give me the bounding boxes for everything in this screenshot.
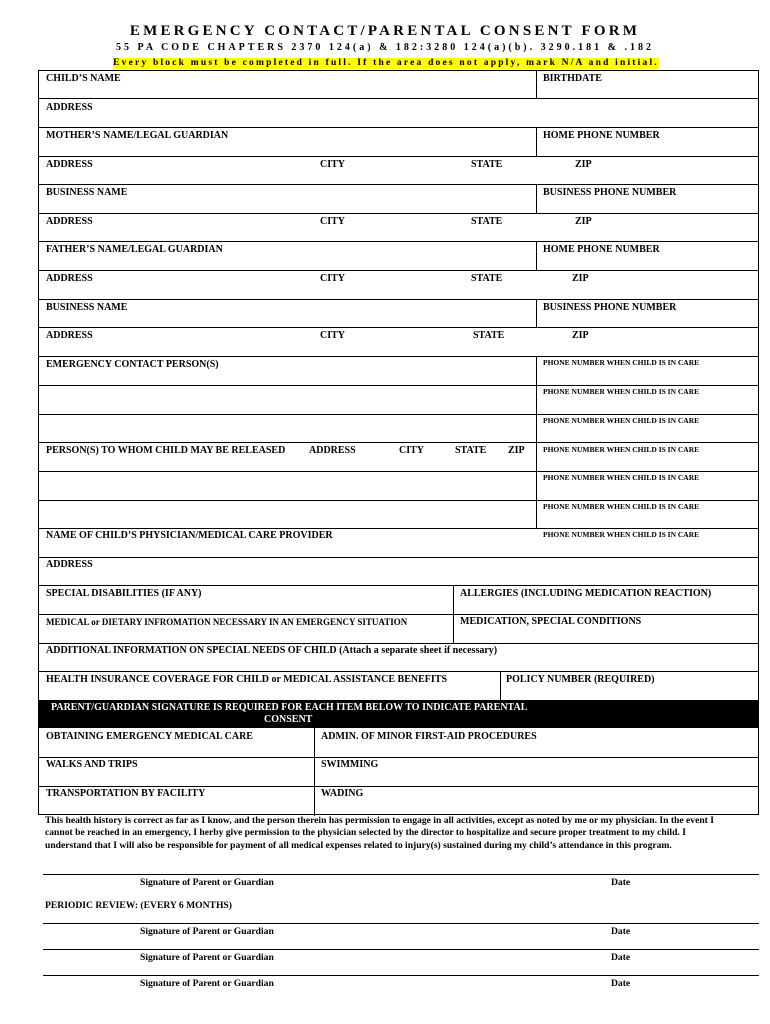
physician-label: NAME OF CHILD’S PHYSICIAN/MEDICAL CARE PROVIDER [46,530,333,541]
signature-line-2[interactable] [43,923,759,924]
mother-home-phone-label: HOME PHONE NUMBER [543,130,660,141]
released-phone-label-2: PHONE NUMBER WHEN CHILD IS IN CARE [543,473,700,482]
birthdate-label: BIRTHDATE [543,73,602,84]
consent-banner [39,700,758,728]
father-city-label: CITY [320,273,346,284]
mother-business-state-label: STATE [471,216,503,227]
mother-business-zip-label: ZIP [575,216,592,227]
health-insurance-label: HEALTH INSURANCE COVERAGE FOR CHILD or MEDICAL ASSISTANCE BENEFITS [46,674,448,685]
medication-label: MEDICATION, SPECIAL CONDITIONS [460,616,642,627]
physician-address-label: ADDRESS [46,559,93,570]
wading-label: WADING [321,788,364,799]
transportation-label: TRANSPORTATION BY FACILITY [46,788,206,799]
mother-state-label: STATE [471,159,503,170]
emergency-contact-label: EMERGENCY CONTACT PERSON(S) [46,359,219,370]
additional-info-label: ADDITIONAL INFORMATION ON SPECIAL NEEDS OF CHILD (Attach a separate sheet if necessary) [46,645,498,656]
released-phone-label-3: PHONE NUMBER WHEN CHILD IS IN CARE [543,502,700,511]
mother-business-city-label: CITY [320,216,346,227]
consent-banner-line2: CONSENT [264,714,313,725]
signature-line-3[interactable] [43,949,759,950]
mother-business-name-label: BUSINESS NAME [46,187,128,198]
emergency-phone-label-1: PHONE NUMBER WHEN CHILD IS IN CARE [543,358,700,367]
mother-business-phone-label: BUSINESS PHONE NUMBER [543,187,677,198]
date-label-1: Date [611,877,631,888]
signature-line-4[interactable] [43,975,759,976]
emergency-care-label: OBTAINING EMERGENCY MEDICAL CARE [46,731,253,742]
first-aid-label: ADMIN. OF MINOR FIRST-AID PROCEDURES [321,731,537,742]
mother-name-label: MOTHER’S NAME/LEGAL GUARDIAN [46,130,229,141]
mother-address-label: ADDRESS [46,159,93,170]
father-name-label: FATHER’S NAME/LEGAL GUARDIAN [46,244,223,255]
signature-label-1: Signature of Parent or Guardian [140,877,274,888]
child-address-label: ADDRESS [46,102,93,113]
form-title: EMERGENCY CONTACT/PARENTAL CONSENT FORM [129,23,641,39]
mother-zip-label: ZIP [575,159,592,170]
father-home-phone-label: HOME PHONE NUMBER [543,244,660,255]
father-business-name-label: BUSINESS NAME [46,302,128,313]
signature-label-2: Signature of Parent or Guardian [140,926,274,937]
mother-city-label: CITY [320,159,346,170]
regulation-subtitle: 55 PA CODE CHAPTERS 2370 124(a) & 182:3280 124(a)(b). 3290.181 & .182 [116,42,654,53]
father-state-label: STATE [471,273,503,284]
father-address-label: ADDRESS [46,273,93,284]
policy-number-label: POLICY NUMBER (REQUIRED) [506,674,655,685]
health-history-statement: This health history is correct as far as I know, and the person therein has permission to engage in all activities, except as noted by me or my physician. In the event I cannot be reached in an emergency, I herby give permission to the physician selected by the director to hospitalize and secure proper treatment to my child. I understand that I will also be responsible for payment of all medical expenses related to injury(s) sustained during my child’s attendance in this program. [45,815,714,851]
signature-label-3: Signature of Parent or Guardian [140,952,274,963]
released-to-label: PERSON(S) TO WHOM CHILD MAY BE RELEASED [46,445,286,456]
signature-line-1[interactable] [43,874,759,875]
released-state-label: STATE [455,445,487,456]
father-business-state-label: STATE [473,330,505,341]
father-business-address-label: ADDRESS [46,330,93,341]
father-business-phone-label: BUSINESS PHONE NUMBER [543,302,677,313]
periodic-review-label: PERIODIC REVIEW: (EVERY 6 MONTHS) [45,900,232,911]
childs-name-label: CHILD’S NAME [46,73,121,84]
released-phone-label-1: PHONE NUMBER WHEN CHILD IS IN CARE [543,445,700,454]
released-city-label: CITY [399,445,425,456]
physician-phone-label: PHONE NUMBER WHEN CHILD IS IN CARE [543,530,700,539]
father-business-zip-label: ZIP [572,330,589,341]
father-zip-label: ZIP [572,273,589,284]
mother-business-address-label: ADDRESS [46,216,93,227]
walks-trips-label: WALKS AND TRIPS [46,759,138,770]
emergency-phone-label-3: PHONE NUMBER WHEN CHILD IS IN CARE [543,416,700,425]
consent-banner-line1: PARENT/GUARDIAN SIGNATURE IS REQUIRED FOR EACH ITEM BELOW TO INDICATE PARENTAL [51,702,528,713]
completion-notice: Every block must be completed in full. If the area does not apply, mark N/A and initial. [113,58,659,68]
released-address-label: ADDRESS [309,445,356,456]
medical-dietary-label: MEDICAL or DIETARY INFROMATION NECESSARY IN AN EMERGENCY SITUATION [46,617,408,627]
date-label-3: Date [611,952,631,963]
emergency-phone-label-2: PHONE NUMBER WHEN CHILD IS IN CARE [543,387,700,396]
father-business-city-label: CITY [320,330,346,341]
contact-form-table [38,70,759,815]
special-disabilities-label: SPECIAL DISABILITIES (IF ANY) [46,588,202,599]
date-label-2: Date [611,926,631,937]
signature-label-4: Signature of Parent or Guardian [140,978,274,989]
swimming-label: SWIMMING [321,759,379,770]
date-label-4: Date [611,978,631,989]
released-zip-label: ZIP [508,445,525,456]
allergies-label: ALLERGIES (INCLUDING MEDICATION REACTION) [460,588,712,599]
